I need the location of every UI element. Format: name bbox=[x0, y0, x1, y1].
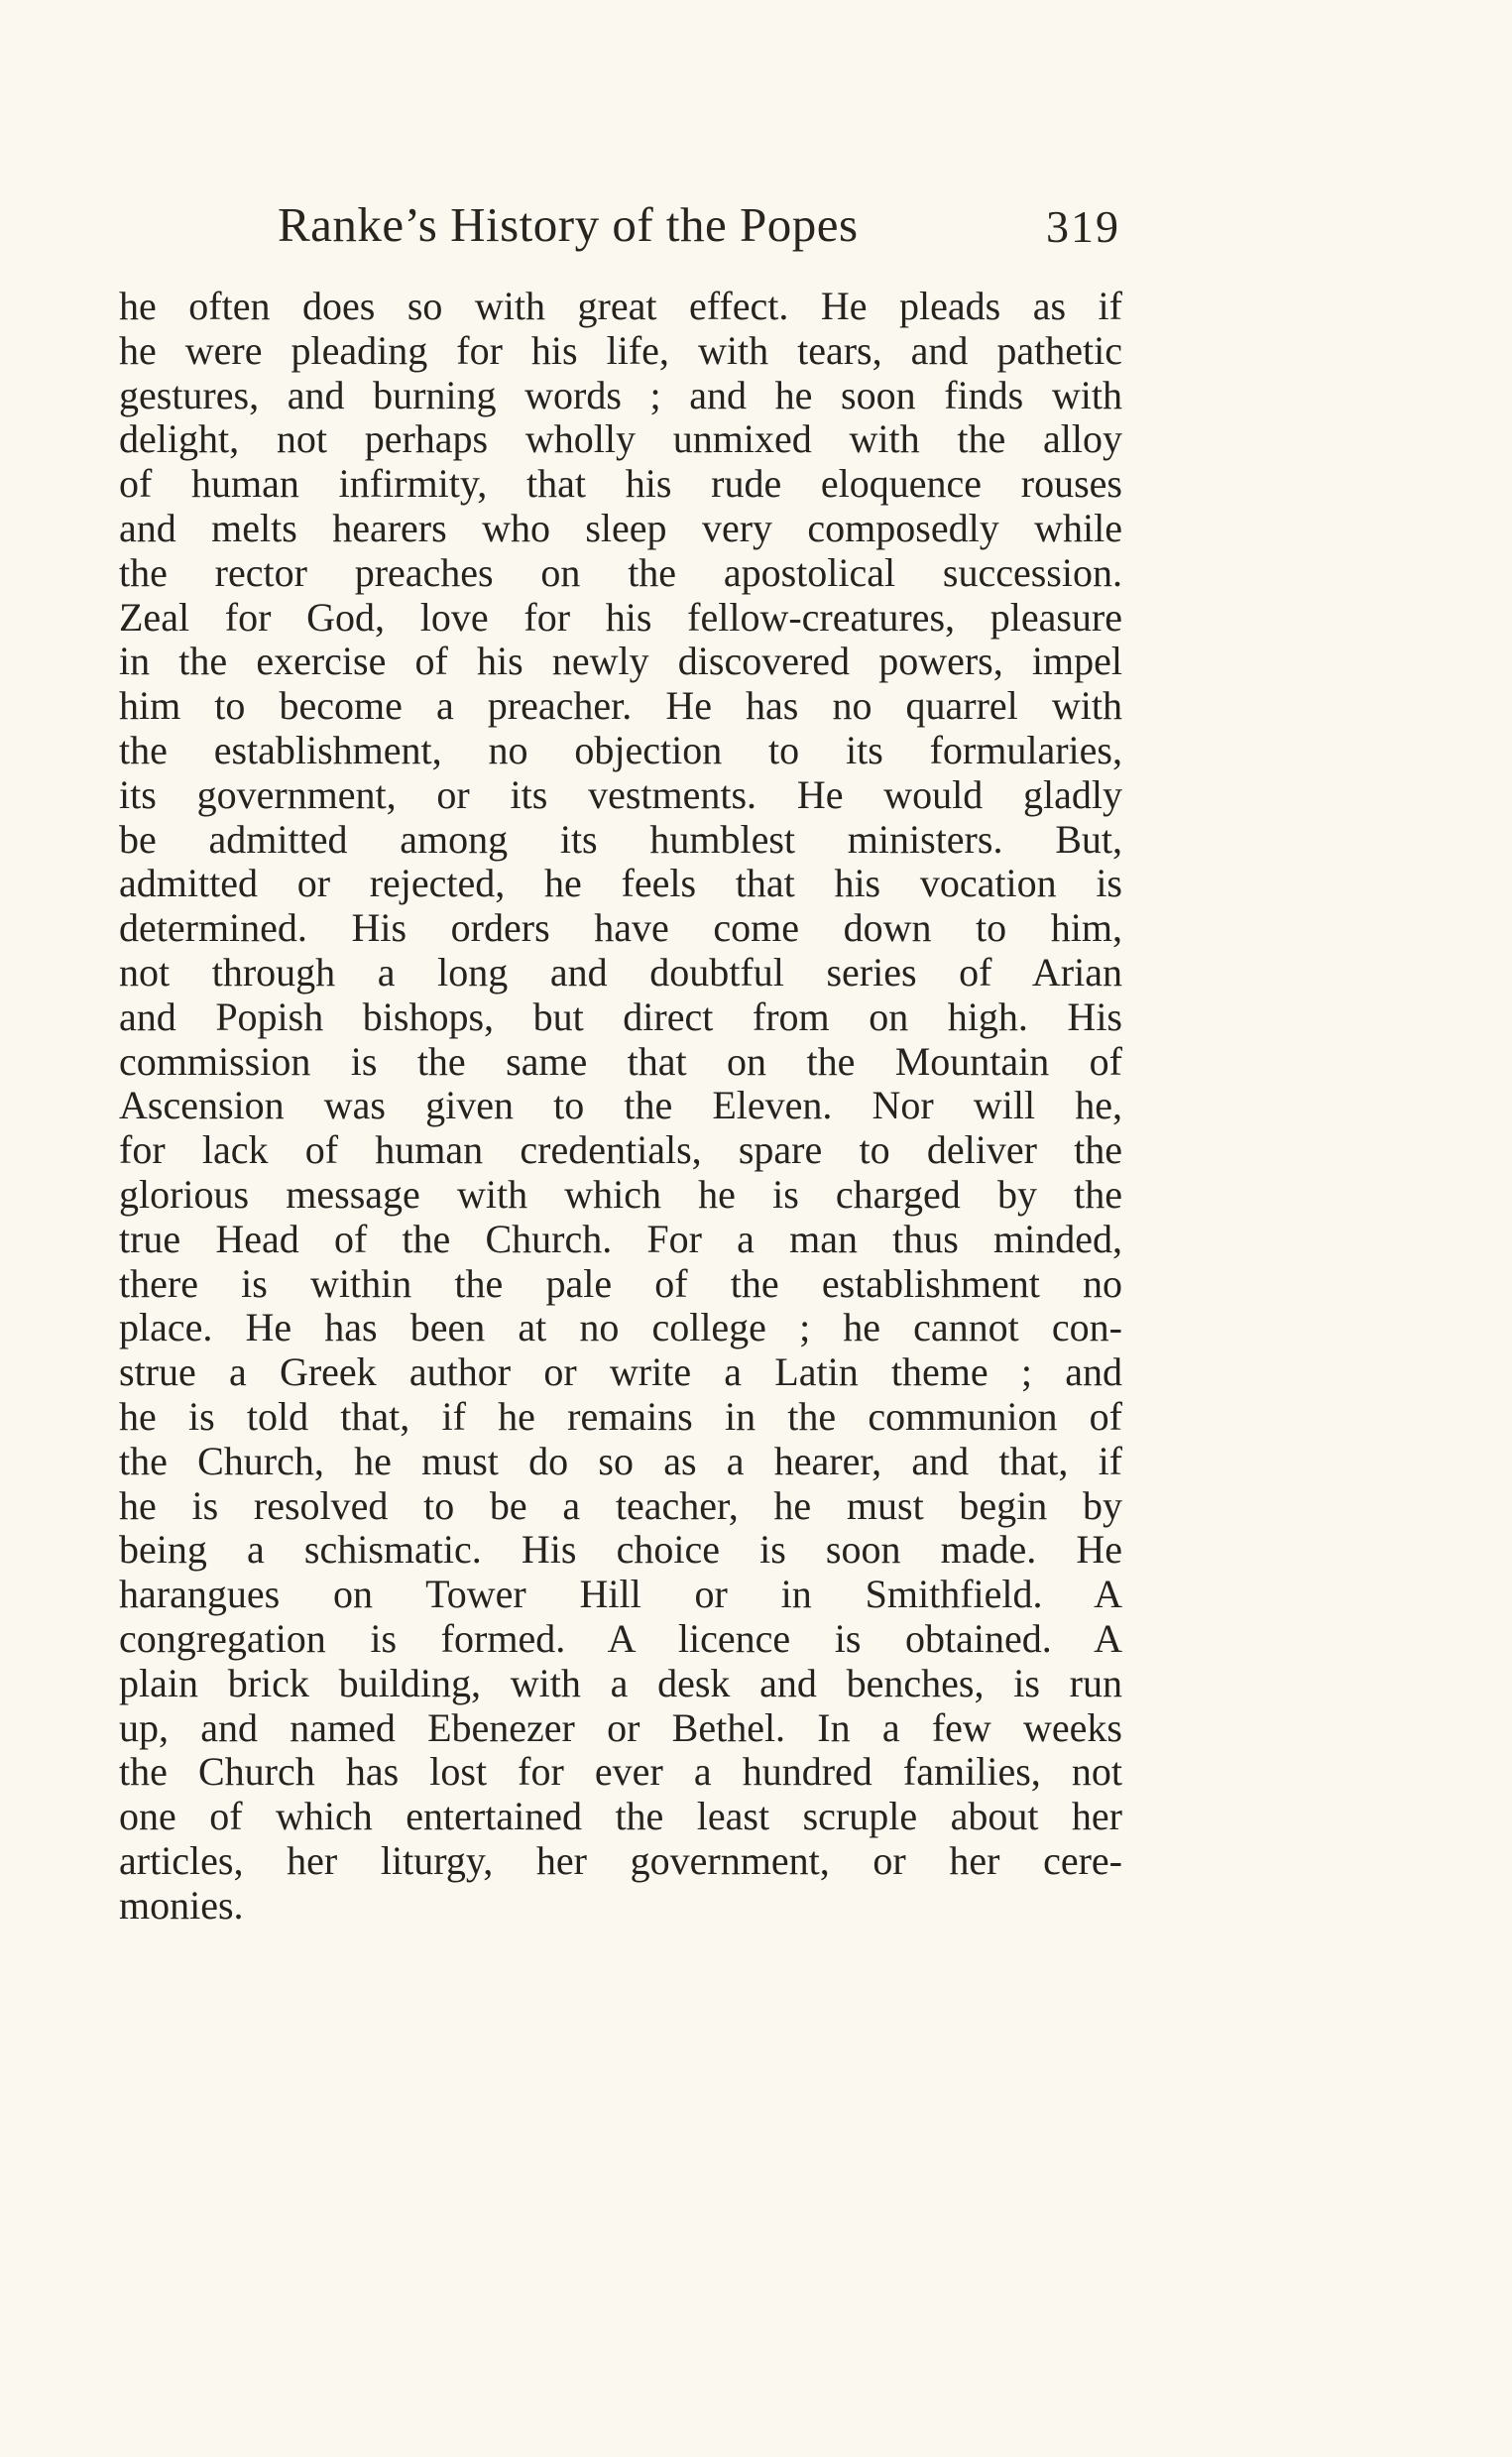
text-line: he is resolved to be a teacher, he must begin by bbox=[119, 1483, 1122, 1528]
text-line: of human infirmity, that his rude eloquence rouses bbox=[119, 462, 1122, 507]
text-line: congregation is formed. A licence is obtained. A bbox=[119, 1616, 1122, 1661]
text-line: be admitted among its humblest ministers. But, bbox=[119, 817, 1122, 862]
text-line: place. He has been at no college ; he cannot con- bbox=[119, 1306, 1122, 1350]
text-line: Zeal for God, love for his fellow-creatures, pleasure bbox=[119, 595, 1122, 640]
text-line: there is within the pale of the establishment no bbox=[119, 1261, 1122, 1306]
text-line: one of which entertained the least scruple about her bbox=[119, 1795, 1122, 1839]
page-header bbox=[278, 196, 1120, 266]
text-line: up, and named Ebenezer or Bethel. In a few weeks bbox=[119, 1705, 1122, 1750]
text-line: plain brick building, with a desk and benches, is run bbox=[119, 1661, 1122, 1705]
text-line: in the exercise of his newly discovered powers, impel bbox=[119, 640, 1122, 684]
text-line: and Popish bishops, but direct from on high. His bbox=[119, 994, 1122, 1039]
text-line: monies. bbox=[119, 1883, 244, 1928]
text-line: the Church, he must do so as a hearer, and that, if bbox=[119, 1439, 1122, 1483]
text-line: Ascension was given to the Eleven. Nor will he, bbox=[119, 1084, 1122, 1128]
text-line: he often does so with great effect. He pleads as if bbox=[119, 285, 1122, 328]
text-line: strue a Greek author or write a Latin theme ; and bbox=[119, 1350, 1122, 1395]
text-line: determined. His orders have come down to him, bbox=[119, 906, 1122, 951]
text-line: glorious message with which he is charged by the bbox=[119, 1172, 1122, 1217]
text-line: he is told that, if he remains in the communion of bbox=[119, 1394, 1122, 1439]
text-line: he were pleading for his life, with tears, and pathetic bbox=[119, 328, 1122, 373]
page-number: 319 bbox=[1046, 201, 1120, 252]
text-line: delight, not perhaps wholly unmixed with the alloy bbox=[119, 417, 1122, 462]
running-title: Ranke’s History of the Popes bbox=[278, 197, 859, 252]
body-text bbox=[119, 285, 1122, 1928]
text-line: not through a long and doubtful series of Arian bbox=[119, 950, 1122, 994]
text-line: and melts hearers who sleep very composedly while bbox=[119, 506, 1122, 550]
text-line: admitted or rejected, he feels that his vocation is bbox=[119, 862, 1122, 906]
text-line: gestures, and burning words ; and he soon finds with bbox=[119, 373, 1122, 417]
text-line: its government, or its vestments. He would gladly bbox=[119, 772, 1122, 817]
text-line: true Head of the Church. For a man thus minded, bbox=[119, 1217, 1122, 1261]
text-line: the Church has lost for ever a hundred families, not bbox=[119, 1750, 1122, 1795]
text-line: for lack of human credentials, spare to deliver the bbox=[119, 1128, 1122, 1173]
text-line: articles, her liturgy, her government, or her cere- bbox=[119, 1838, 1122, 1883]
text-line: harangues on Tower Hill or in Smithfield. A bbox=[119, 1573, 1122, 1617]
text-line: being a schismatic. His choice is soon made. He bbox=[119, 1528, 1122, 1573]
text-line: the rector preaches on the apostolical succession. bbox=[119, 550, 1122, 595]
text-line: him to become a preacher. He has no quarrel with bbox=[119, 684, 1122, 729]
text-line: commission is the same that on the Mountain of bbox=[119, 1039, 1122, 1084]
text-line: the establishment, no objection to its formularies, bbox=[119, 728, 1122, 772]
